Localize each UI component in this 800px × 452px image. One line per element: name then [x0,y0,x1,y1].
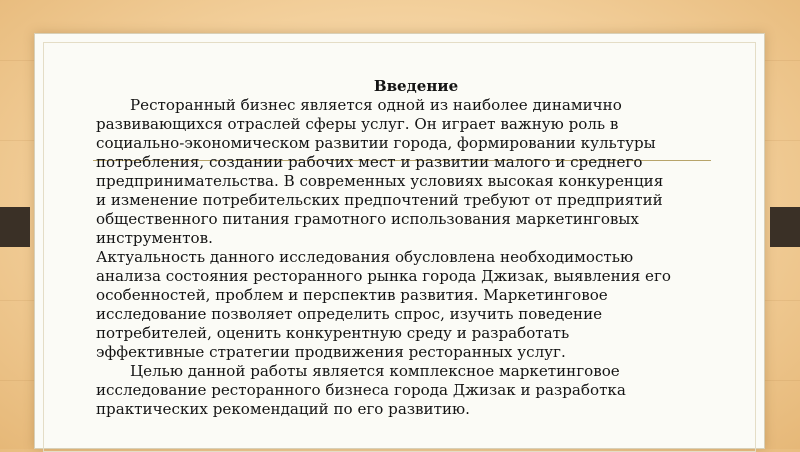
slide-text-block [96,77,736,419]
paragraph-line: Целью данной работы является комплексное маркетинговое [130,362,620,380]
paragraph-line: анализа состояния ресторанного рынка города Джизак, выявления его [96,267,671,285]
left-side-tab [0,207,30,247]
paragraph-line: потребления, создании рабочих мест и развитии малого и среднего [96,153,643,171]
paragraph-line: Актуальность данного исследования обусловлена необходимостью [96,248,634,266]
slide-title: Введение [373,77,459,95]
paragraph-line: инструментов. [96,229,213,247]
paragraph-line: потребителей, оценить конкурентную среду и разработать [96,324,570,342]
paragraph-line: исследование ресторанного бизнеса города Джизак и разработка [96,381,626,399]
paragraph-line: Ресторанный бизнес является одной из наиболее динамично [130,96,622,114]
paragraph-line: особенностей, проблем и перспектив развития. Маркетинговое [96,286,608,304]
paragraph-line: предпринимательства. В современных условиях высокая конкуренция [96,172,664,190]
paragraph-line: практических рекомендаций по его развитию. [96,400,470,418]
paragraph-line: социально-экономическом развитии города, формировании культуры [96,134,656,152]
paragraph-line: развивающихся отраслей сферы услуг. Он играет важную роль в [96,115,619,133]
paragraph-line: эффективные стратегии продвижения ресторанных услуг. [96,343,566,361]
right-side-tab [770,207,800,247]
paragraph-line: и изменение потребительских предпочтений требуют от предприятий [96,191,663,209]
paragraph-line: общественного питания грамотного использования маркетинговых [96,210,639,228]
paragraph-line: исследование позволяет определить спрос, изучить поведение [96,305,603,323]
